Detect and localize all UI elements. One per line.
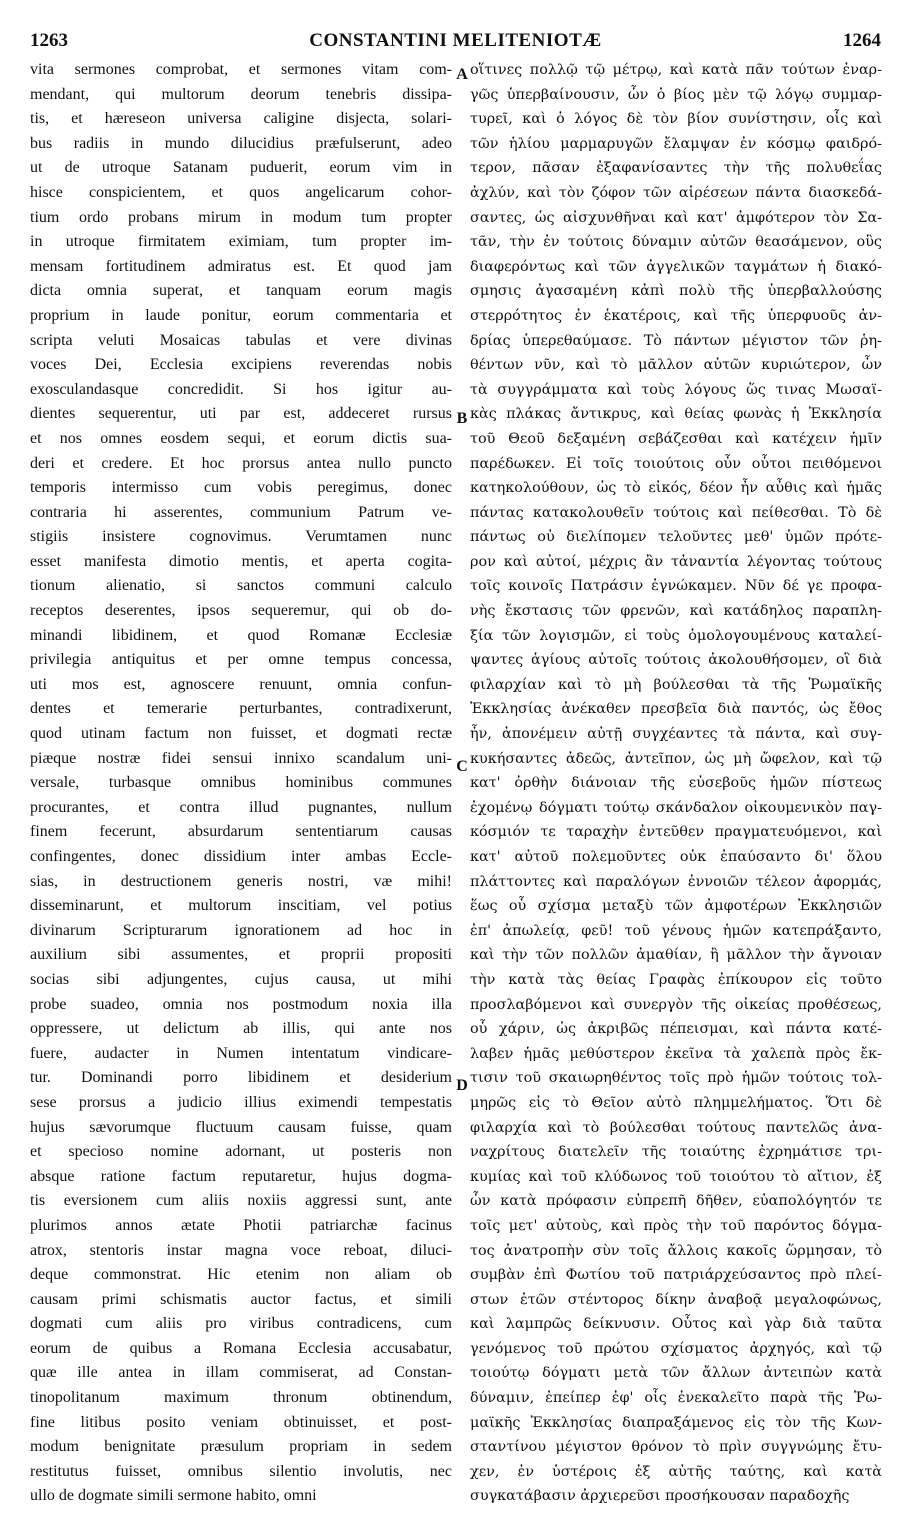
latin-text-line: dicta omnia superat, et tanquam eorum magis [30, 282, 452, 300]
latin-text-line: dogmati cum aliis pro viribus contradicens, cum [30, 1315, 452, 1333]
greek-text-line: κυμίας καὶ τοῦ κλύδωνος τοῦ τοιούτου τὸ αἴτιον, ἐξ [470, 1168, 882, 1185]
greek-text-line: Ἐκκλησίας ἀνέκαθεν πρεσβεῖα διὰ παντός, ὡς ἔθος [470, 701, 882, 718]
latin-text-line: privilegia antiquitus et per omne tempus concessa, [30, 651, 452, 669]
greek-text-line: ἦν, ἀπονέμειν αὐτῇ συγχέαντες τὰ πάντα, καὶ συγ- [470, 726, 882, 743]
latin-text-line: eorum de quibus a Romana Ecclesia accusabatur, [30, 1339, 452, 1357]
latin-text-line: fine litibus posito veniam obtinuisset, et post- [30, 1413, 452, 1431]
latin-column [30, 58, 452, 1509]
latin-text-line: in utroque firmitatem eximiam, tum propter im- [30, 233, 452, 251]
greek-text-line: ψαντες ἁγίους αὐτοῖς τούτοις ἀκολουθήσομεν, οἳ διὰ [470, 652, 882, 669]
greek-text-line: ἕως οὗ σχίσμα μεταξὺ τῶν ἀμφοτέρων Ἐκκλησιῶν [470, 898, 882, 915]
latin-text-line: probe suadeo, omnia nos postmodum noxia illa [30, 995, 452, 1013]
latin-text-line: atrox, stentoris instar magna voce reboat, diluci- [30, 1241, 452, 1259]
running-title: CONSTANTINI MELITENIOTÆ [309, 30, 602, 51]
latin-text-line: causam primi schismatis auctor factus, et simili [30, 1290, 452, 1308]
greek-text-line: δύναμιν, ἐπείπερ ἐφ' οἷς ἐνεκαλεῖτο παρὰ τῆς Ῥω- [470, 1390, 882, 1407]
greek-text-line: οἵτινες πολλῷ τῷ μέτρῳ, καὶ κατὰ πᾶν τούτων ἐναρ- [470, 62, 882, 78]
latin-text-line: restitutus fuisset, omnibus silentio involutis, nec [30, 1462, 452, 1480]
latin-text-line: auxilium sibi assumentes, et proprii propositi [30, 946, 452, 964]
margin-marker-c: C [456, 758, 468, 775]
latin-text-line: vita sermones comprobat, et sermones vitam com- [30, 61, 452, 78]
greek-text-line: ἀχλύν, καὶ τὸν ζόφον τῶν αἱρέσεων πάντα διασκεδά- [470, 184, 882, 201]
greek-text-line: τισιν τοῦ σκαιωρηθέντος τοῖς πρὸ ἡμῶν τούτοις τολ- [470, 1070, 882, 1087]
greek-text-line: κατ' ὀρθὴν διάνοιαν τῆς εὐσεβοῦς ἡμῶν πίστεως [470, 775, 882, 792]
latin-text-line: exosculandasque concredidit. Si hos igitur au- [30, 380, 452, 398]
greek-text-line: προσλαβόμενοι καὶ συνεργὸν τῆς οἰκείας προθέσεως, [470, 996, 882, 1013]
latin-text-line: sias, in destructionem generis nostri, væ mihi! [30, 872, 452, 890]
greek-text-line: πλάττοντες καὶ παραλόγων ἐννοιῶν τέλεον ἀφορμάς, [470, 873, 882, 890]
latin-text-line: dientes sequerentur, uti par est, addeceret rursus [30, 405, 452, 423]
latin-text-line: uti mos est, agnoscere renuunt, omnia confun- [30, 675, 452, 693]
greek-text-line: τοῖς μετ' αὐτοὺς, καὶ πρὸς τὴν τοῦ παρόντος δόγμα- [470, 1217, 882, 1234]
latin-text-line: oppressere, ut delictum ab illis, qui ante nos [30, 1020, 452, 1038]
greek-text-line: οὗ χάριν, ὡς ἀκριβῶς πέπεισμαι, καὶ πάντα κατέ- [470, 1021, 882, 1038]
latin-text-line: contraria hi asserentes, communium Patrum ve- [30, 503, 452, 521]
greek-text-line: παρέδωκεν. Εἰ τοῖς τοιούτοις οὖν οὗτοι πειθόμενοι [470, 455, 882, 472]
greek-text-line: καὶ λαμπρῶς δείκνυσιν. Οὗτος καὶ γὰρ διὰ ταῦτα [470, 1316, 882, 1333]
greek-text-line: πάντως οὐ διελίπομεν τελοῦντες μεθ' ὑμῶν πρότε- [470, 529, 882, 546]
greek-text-line: τοιούτῳ δόγματι μετὰ τῶν ἄλλων ἀντειπὼν κατὰ [470, 1365, 882, 1382]
latin-text-line: absque ratione factum reputaretur, hujus dogma- [30, 1167, 452, 1185]
latin-text-line: fuere, audacter in Numen intentatum vindicare- [30, 1044, 452, 1062]
greek-text-line: κὰς πλάκας ἄντικρυς, καὶ θείας φωνὰς ἡ Ἐκκλησία [470, 406, 882, 423]
greek-text-line: τῶν ἡλίου μαρμαρυγῶν ἔλαμψαν ἐν κόσμῳ φαιδρό- [470, 135, 882, 152]
latin-text-line: quæ ille antea in illam commiserat, ad Constan- [30, 1364, 452, 1382]
greek-text-line: κατηκολούθουν, ὡς τὸ εἰκός, δέον ἦν αὖθις καὶ ἡμᾶς [470, 480, 882, 497]
greek-text-line: κατ' αὐτοῦ πολεμοῦντες οὐκ ἐπαύσαντο δι' ὅλου [470, 849, 882, 865]
latin-text-line: confingentes, donec dissidium inter ambas Eccle- [30, 848, 452, 865]
latin-text-line: proprium in laude ponitur, eorum commentaria et [30, 306, 452, 324]
greek-text-line: τὴν κατὰ τὰς θείας Γραφὰς ἐπίκουρον εἰς τοῦτο [470, 971, 882, 988]
greek-column [470, 58, 882, 1509]
greek-text-line: γῶς ὑπερβαίνουσιν, ὧν ὁ βίος μὲν τῷ λόγῳ συμμαρ- [470, 86, 882, 103]
greek-text-line: θέντων νῦν, καὶ τὸ μᾶλλον αὐτῶν κυριώτερον, ὧν [470, 357, 882, 374]
greek-text-line: χεν, ἐν ὑστέροις ἐξ αὐτῆς ταύτης, καὶ κατὰ [470, 1463, 882, 1480]
latin-text-line: mendant, qui multorum deorum tenebris dissipa- [30, 85, 452, 103]
greek-text-line: τᾶν, τὴν ἐν τούτοις δύναμιν αὐτῶν θεασάμενον, οὓς [470, 234, 882, 251]
page-number-left: 1263 [30, 30, 68, 51]
greek-text-line: τυρεῖ, καὶ ὁ λόγος δὲ τὸν βίον συνίστησιν, οἷς καὶ [470, 111, 882, 128]
greek-text-line: τερον, πᾶσαν ἐξαφανίσαντες τὴν τῆς πολυθεΐας [470, 160, 882, 177]
greek-text-line: ρον καὶ αὐτοί, μέχρις ἂν τἀναντία λέγοντας τούτους [470, 553, 882, 570]
latin-text-line: modum benignitate præsulum propriam in sedem [30, 1438, 452, 1456]
greek-text-line: σμησις ἀγασαμένη κἀπὶ πολὺ τῆς ὑπερβαλλούσης [470, 283, 882, 300]
latin-text-line: tur. Dominandi porro libidinem et desiderium [30, 1069, 452, 1087]
greek-text-line: πάντας κατακολουθεῖν τούτοις καὶ πείθεσθαι. Τὸ δὲ [470, 504, 882, 521]
latin-text-line: receptos deserentes, ipsos sequeremur, qui ob do- [30, 602, 452, 620]
latin-text-line: tionum alienatio, si sanctos communi calculo [30, 577, 452, 595]
greek-text-line: συγκατάβασιν ἀρχιερεῦσι προσήκουσαν παραδοχῆς [470, 1488, 850, 1505]
latin-text-line: procurantes, et contra illud pugnantes, nullum [30, 798, 452, 816]
latin-text-line: hujus sævorumque fluctuum causam fuisse, quam [30, 1118, 452, 1136]
latin-text-line: sese prorsus a judicio illius eximendi tempestatis [30, 1093, 452, 1111]
page-number-right: 1264 [843, 30, 881, 51]
greek-text-line: διαφερόντως καὶ τῶν ἀγγελικῶν ταγμάτων ἡ διακό- [470, 258, 882, 275]
greek-text-line: στων ἐτῶν στέντορος δίκην ἀναβοᾷ μεγαλοφώνως, [470, 1291, 882, 1308]
latin-text-line: hisce conspicientem, et quos angelicarum cohor- [30, 183, 452, 201]
greek-text-line: ἐπ' ἀπωλείᾳ, φεῦ! τοῦ γένους ἡμῶν κατεπράξαντο, [470, 922, 882, 939]
latin-text-line: temporis intermisso cum vobis peregimus, donec [30, 479, 452, 497]
latin-text-line: versale, turbasque omnibus hominibus communes [30, 774, 452, 792]
latin-text-line: finem fecerunt, absurdarum sententiarum causas [30, 823, 452, 841]
greek-text-line: φιλαρχία καὶ τὸ βούλεσθαι τούτους παντελῶς ἀνα- [470, 1119, 882, 1136]
greek-text-line: μαϊκῆς Ἐκκλησίας διαπραξάμενος εἰς τὸν τῆς Κων- [470, 1414, 882, 1431]
latin-text-line: piæque nostræ fidei sensui innixo scandalum uni- [30, 749, 452, 767]
latin-text-line: divinarum Scripturarum ignorationem ad hoc in [30, 921, 452, 939]
greek-text-line: λαβεν ἡμᾶς μεθύστερον ἐκεῖνα τὰ χαλεπὰ πρὸς ἔκ- [470, 1045, 882, 1062]
greek-text-line: τοῖς κοινοῖς Πατράσιν ἐγνώκαμεν. Νῦν δέ γε προφα- [470, 578, 882, 595]
latin-text-line: scripta veluti Mosaicas tabulas et vere divinas [30, 331, 452, 349]
latin-text-line: deri et credere. Et hoc prorsus antea nullo puncto [30, 454, 452, 472]
greek-text-line: ὧν κατὰ πρόφασιν εὐπρεπῆ δῆθεν, εὐαπολόγητόν τε [470, 1193, 882, 1210]
latin-text-line: bus radiis in mundo dilucidius præfulserunt, adeo [30, 134, 452, 152]
margin-marker-b: B [456, 410, 468, 427]
latin-text-line: ullo de dogmate simili sermone habito, omni [30, 1487, 317, 1505]
latin-text-line: stigiis insistere cognovimus. Verumtamen nunc [30, 528, 452, 546]
greek-text-line: συμβὰν ἐπὶ Φωτίου τοῦ πατριάρχεύσαντος πρὸ πλεί- [470, 1267, 882, 1284]
latin-text-line: tinopolitanum maximum thronum obtinendum, [30, 1389, 452, 1407]
margin-marker-a: A [456, 66, 468, 83]
latin-text-line: mensam fortitudinem admiratus est. Et quod jam [30, 257, 452, 275]
greek-text-line: σταντίνου μέγιστον θρόνον τὸ πρὶν συγγνώμης ἔτυ- [470, 1439, 882, 1456]
greek-text-line: ἐχομένῳ δόγματι τούτῳ σκάνδαλον οἰκουμενικὸν παγ- [470, 799, 882, 816]
greek-text-line: στερρότητος ἐν ἑκατέροις, καὶ τῆς ὑπερφυοῦς ἀν- [470, 307, 882, 324]
latin-text-line: quod utinam factum non fuisset, et dogmati rectæ [30, 725, 452, 743]
greek-text-line: γενόμενος τοῦ πρώτου σχίσματος ἀρχηγός, καὶ τῷ [470, 1340, 882, 1357]
greek-text-line: νὴς ἔκστασις τῶν φρενῶν, καὶ κατάδηλος παραπλη- [470, 603, 882, 620]
greek-text-line: δρίας ὑπερεθαύμασε. Τὸ πάντων μέγιστον τῶν ῥη- [470, 332, 882, 349]
greek-text-line: ναχρίτους διατελεῖν τῆς τοιαύτης ἐχρημάτισε τρι- [470, 1144, 882, 1161]
latin-text-line: deque commonstrat. Hic etenim non aliam ob [30, 1266, 452, 1284]
latin-text-line: et nos omnes eosdem sequi, et eorum dictis sua- [30, 429, 452, 447]
latin-text-line: tis, et hæreseon universa caligine disjecta, solari- [30, 110, 452, 128]
greek-text-line: φιλαρχίαν καὶ τὸ μὴ βούλεσθαι τὰ τῆς Ῥωμαϊκῆς [470, 676, 882, 693]
greek-text-line: μηρῶς εἰς τὸ Θεῖον αὐτὸ πλημμελήματος. Ὅτι δὲ [470, 1094, 882, 1111]
greek-text-line: τὰ συγγράμματα καὶ τοὺς λόγους ὥς τινας Μωσαϊ- [470, 381, 882, 398]
latin-text-line: disseminarunt, et multorum inscitiam, vel potius [30, 897, 452, 915]
latin-text-line: dentes et temerarie perturbantes, contradixerunt, [30, 700, 452, 718]
greek-text-line: σαντες, ὡς αἰσχυνθῆναι καὶ κατ' ἀμφότερον τὸν Σα- [470, 209, 882, 226]
greek-text-line: τοῦ Θεοῦ δεξαμένη σεβάζεσθαι καὶ κατέχειν ἡμῖν [470, 430, 882, 447]
latin-text-line: tis eversionem cum aliis noxiis aggressi sunt, ante [30, 1192, 452, 1210]
margin-marker-d: D [456, 1077, 468, 1094]
latin-text-line: et specioso nomine adornant, ut posteris non [30, 1143, 452, 1161]
greek-text-line: ξία τῶν λογισμῶν, εἰ τοὺς ὁμολογουμένους καταλεί- [470, 627, 882, 644]
greek-text-line: κυκήσαντες ἀδεῶς, ἀντεῖπον, ὡς μὴ ὤφελον, καὶ τῷ [470, 750, 882, 767]
greek-text-line: καὶ τὴν τῶν πολλῶν ἀμαθίαν, ἢ μᾶλλον τὴν ἄγνοιαν [470, 947, 882, 964]
latin-text-line: esset manifesta dimotio mentis, et aperta cogita- [30, 552, 452, 570]
latin-text-line: plurimos annos ætate Photii patriarchæ facinus [30, 1216, 452, 1234]
latin-text-line: ut de utroque Satanam puduerit, eorum vim in [30, 159, 452, 177]
greek-text-line: τος ἀνατροπὴν σὺν τοῖς ἄλλοις κακοῖς ὥρμησαν, τὸ [470, 1242, 882, 1259]
greek-text-line: κόσμιόν τε ταραχὴν ἐντεῦθεν πραγματευόμενοι, καὶ [470, 824, 882, 841]
latin-text-line: tium ordo probans mirum in modum tum propter [30, 208, 452, 226]
page-header [30, 30, 881, 56]
latin-text-line: minandi libidinem, et quod Romanæ Ecclesiæ [30, 626, 452, 644]
latin-text-line: voces Dei, Ecclesia excipiens reverendas nobis [30, 356, 452, 374]
latin-text-line: socias sibi adjungentes, cujus causa, ut mihi [30, 970, 452, 988]
